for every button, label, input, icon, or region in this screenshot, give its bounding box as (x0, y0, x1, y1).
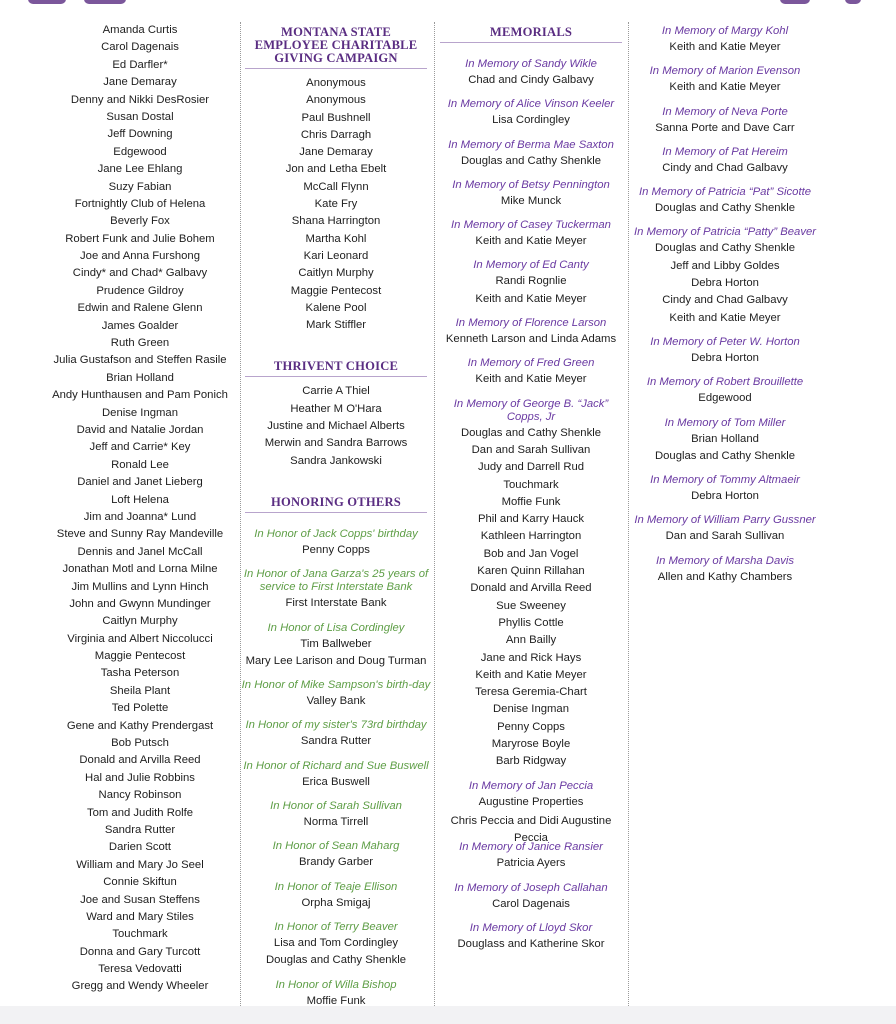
donor-name: Patricia Ayers (496, 857, 566, 870)
donor-name: Daniel and Janet Lieberg (77, 476, 203, 489)
donor-name: Jeff and Carrie* Key (89, 441, 191, 454)
donor-name: Merwin and Sandra Barrows (264, 437, 408, 450)
donor-name: Keith and Katie Meyer (475, 292, 587, 305)
memorials-column (436, 22, 626, 953)
column-divider (434, 22, 435, 1012)
honor-label: In Honor of Lisa Cordingley (267, 621, 405, 634)
memorial-label: In Memory of Ed Canty (473, 259, 589, 272)
donor-name: Edgewood (113, 145, 167, 158)
donor-name: Jim Mullins and Lynn Hinch (71, 580, 209, 593)
donor-name: Sue Sweeney (496, 599, 566, 612)
memorial-label: In Memory of Joseph Callahan (454, 881, 608, 894)
donor-name: Debra Horton (691, 351, 759, 364)
donor-name: Douglas and Cathy Shenkle (654, 449, 796, 462)
donor-name: Jane Demaray (299, 146, 373, 159)
donor-name: Fortnightly Club of Helena (74, 197, 206, 210)
donor-name: Ruth Green (110, 337, 170, 350)
donor-name: Carol Dagenais (492, 897, 570, 910)
donor-name: Ronald Lee (111, 458, 169, 471)
honor-label: In Honor of Richard and Sue Buswell (243, 759, 429, 772)
memorials-heading: MEMORIALS (440, 22, 622, 43)
donor-name: Loft Helena (111, 493, 169, 506)
donor-name: Denny and Nikki DesRosier (70, 93, 210, 106)
donor-name: Kathleen Harrington (480, 530, 582, 543)
honor-label: In Honor of my sister's 73rd birthday (245, 719, 427, 732)
donor-name: Joe and Anna Furshong (80, 250, 200, 263)
donor-name: Barb Ridgway (495, 755, 567, 768)
donor-name: Ward and Mary Stiles (86, 910, 194, 923)
donor-name: Joe and Susan Steffens (80, 893, 200, 906)
donor-name: Phil and Karry Hauck (477, 513, 585, 526)
donor-name: Douglas and Cathy Shenkle (654, 242, 796, 255)
donor-name: Kalene Pool (305, 301, 367, 314)
donor-name: Donald and Arvilla Reed (79, 754, 201, 767)
donor-name: Heather M O'Hara (290, 402, 382, 415)
donor-name: Denise Ingman (493, 703, 569, 716)
donor-name: Douglass and Katherine Skor (457, 937, 605, 950)
memorial-label: In Memory of Tommy Altmaeir (650, 474, 800, 487)
donor-name: Jeff Downing (107, 128, 173, 141)
memorial-label: In Memory of Florence Larson (455, 317, 607, 330)
donor-name: Kate Fry (314, 198, 358, 211)
donor-name: Connie Skiftun (103, 876, 177, 889)
donor-name: Touchmark (503, 478, 559, 491)
donor-name: Amanda Curtis (102, 24, 178, 36)
donor-name: Anonymous (306, 94, 366, 107)
donor-name: Mary Lee Larison and Doug Turman (245, 654, 427, 667)
donor-name: Edgewood (698, 392, 752, 405)
top-heading-remnant (0, 0, 896, 8)
memorial-label: In Memory of Sandy Wikle (465, 58, 597, 70)
montana-heading: MONTANA STATE EMPLOYEE CHARITABLE GIVING CAMPAIGN (245, 22, 427, 69)
donor-name: Teresa Vedovatti (98, 963, 182, 976)
memorials-continued-column (630, 22, 820, 586)
donor-name: Nancy Robinson (98, 789, 182, 802)
donor-name: Jon and Letha Ebelt (285, 163, 387, 176)
memorial-label: In Memory of Marsha Davis (655, 554, 795, 567)
donor-name: Kenneth Larson and Linda Adams (445, 333, 617, 346)
donor-name: Phyllis Cottle (498, 616, 564, 629)
donor-name: Keith and Katie Meyer (669, 41, 781, 53)
donor-name: Tim Ballweber (300, 637, 372, 650)
campaign-column (241, 22, 431, 1010)
donor-name: Keith and Katie Meyer (475, 235, 587, 248)
donor-name: Moffie Funk (501, 495, 561, 508)
montana-donor-list (241, 75, 431, 334)
donor-name: Jonathan Motl and Lorna Milne (62, 563, 218, 576)
donor-name: Dan and Sarah Sullivan (665, 530, 785, 543)
honor-label: In Honor of Willa Bishop (275, 978, 397, 991)
donor-name: Andy Hunthausen and Pam Ponich (52, 389, 228, 402)
donor-name: Darien Scott (108, 841, 172, 854)
donor-name: Debra Horton (691, 490, 759, 503)
donor-name: Edwin and Ralene Glenn (77, 302, 203, 315)
donor-name: Mike Munck (500, 194, 562, 207)
donor-name: Susan Dostal (106, 110, 174, 123)
donor-name: Debra Horton (691, 277, 759, 290)
honor-label: In Honor of Teaje Ellison (274, 880, 398, 893)
donor-name: Tom and Judith Rolfe (86, 806, 194, 819)
thrivent-heading: THRIVENT CHOICE (245, 356, 427, 377)
honor-label: In Honor of Mike Sampson's birth-day (241, 679, 431, 692)
honor-label: In Honor of Terry Beaver (274, 920, 398, 933)
donor-name: Robert Funk and Julie Bohem (65, 232, 215, 245)
donor-name: Karen Quinn Rillahan (477, 565, 585, 578)
donor-name: Keith and Katie Meyer (669, 81, 781, 94)
honor-label: In Honor of Sarah Sullivan (270, 800, 402, 813)
memorial-label: In Memory of Lloyd Skor (469, 921, 593, 934)
honor-label: In Honor of Jack Copps' birthday (254, 527, 418, 540)
donor-name: Shana Harrington (291, 215, 381, 228)
donor-name: Anonymous (306, 77, 366, 89)
memorial-label: In Memory of Casey Tuckerman (451, 219, 611, 232)
donor-name: James Goalder (101, 319, 179, 332)
donor-name: Douglas and Cathy Shenkle (460, 426, 602, 439)
donor-name: Carrie A Thiel (302, 385, 370, 398)
memorial-label: In Memory of Marion Evenson (649, 65, 801, 78)
honor-label: In Honor of Jana Garza's 25 years of service to First Interstate Bank (243, 568, 429, 594)
memorial-label: In Memory of Robert Brouillette (646, 376, 804, 389)
donor-name: Martha Kohl (305, 232, 367, 245)
donor-name: Brian Holland (691, 432, 759, 445)
donor-name: Penny Copps (302, 543, 370, 556)
donor-name: Maggie Pentecost (94, 650, 186, 663)
donor-name: Mark Stiffler (305, 319, 367, 332)
honoring-list (241, 519, 431, 1010)
donor-name: Justine and Michael Alberts (267, 420, 405, 433)
donor-name: Sheila Plant (109, 684, 171, 697)
donor-name: Chris Darragh (300, 128, 372, 141)
donor-name: Sandra Jankowski (290, 454, 382, 467)
donor-name: Hal and Julie Robbins (85, 771, 195, 784)
donor-name: Brian Holland (106, 371, 174, 384)
donor-name: Steve and Sunny Ray Mandeville (56, 528, 224, 541)
donor-name: Tasha Peterson (100, 667, 180, 680)
memorial-label: In Memory of Neva Porte (662, 105, 788, 118)
donor-name: Chris Peccia and Didi Augustine Peccia (450, 814, 612, 845)
donor-name: Prudence Gildroy (96, 284, 184, 297)
donor-name: Orpha Smigaj (301, 896, 371, 909)
donor-name: McCall Flynn (303, 180, 369, 193)
donor-name: Dan and Sarah Sullivan (471, 443, 591, 456)
memorials-continued-list (630, 22, 820, 586)
donor-name: Cindy and Chad Galbavy (662, 161, 788, 174)
donor-name: Allen and Kathy Chambers (657, 570, 793, 583)
donor-name: Cindy and Chad Galbavy (662, 294, 788, 307)
donor-name: Douglas and Cathy Shenkle (265, 954, 407, 967)
donor-name: Judy and Darrell Rud (477, 461, 585, 474)
donor-name: Augustine Properties (478, 795, 584, 808)
thrivent-donor-list (241, 383, 431, 469)
donor-name: Paul Bushnell (301, 111, 371, 124)
donor-name: Bob and Jan Vogel (483, 547, 579, 560)
donor-name: Penny Copps (497, 720, 565, 733)
donor-name: Bob Putsch (111, 737, 169, 750)
donor-name: Jane Lee Ehlang (97, 163, 183, 176)
memorial-label: In Memory of Betsy Pennington (452, 178, 610, 191)
donor-name: Randi Rognlie (495, 275, 567, 288)
memorial-label: In Memory of Peter W. Horton (650, 335, 800, 348)
donor-name: Jane and Rick Hays (480, 651, 582, 664)
memorial-label: In Memory of Margy Kohl (661, 25, 789, 37)
donor-name: Jeff and Libby Goldes (670, 259, 780, 272)
donor-name: Gene and Kathy Prendergast (66, 719, 214, 732)
donor-name: Touchmark (112, 928, 168, 941)
memorials-list (436, 49, 626, 953)
donor-name: Jane Demaray (103, 76, 177, 89)
donor-name: Valley Bank (306, 695, 366, 708)
donor-name: Caitlyn Murphy (298, 267, 374, 280)
honoring-heading: HONORING OTHERS (245, 492, 427, 513)
donor-name: Denise Ingman (102, 406, 178, 419)
donor-name: Sanna Porte and Dave Carr (655, 121, 795, 134)
memorial-label: In Memory of Alice Vinson Keeler (447, 98, 615, 111)
donor-list-column (40, 22, 240, 996)
donor-name: Keith and Katie Meyer (475, 373, 587, 386)
memorial-label: In Memory of George B. “Jack” Copps, Jr (453, 397, 609, 423)
donor-name: Julia Gustafson and Steffen Rasile (53, 354, 227, 367)
donor-name: Maggie Pentecost (290, 284, 382, 297)
memorial-label: In Memory of Jan Peccia (468, 779, 594, 792)
donor-name: Douglas and Cathy Shenkle (460, 154, 602, 167)
donor-name: Suzy Fabian (108, 180, 172, 193)
donor-name: Beverly Fox (110, 215, 170, 228)
memorial-label: In Memory of Fred Green (467, 357, 595, 370)
honor-label: In Honor of Sean Maharg (272, 840, 400, 853)
donor-name: Caitlyn Murphy (102, 615, 178, 628)
donor-name: Lisa Cordingley (492, 114, 570, 127)
donor-name: Lisa and Tom Cordingley (273, 936, 399, 949)
donor-name: Virginia and Albert Niccolucci (67, 632, 213, 645)
donor-name: Donna and Gary Turcott (79, 945, 201, 958)
donor-name: First Interstate Bank (285, 597, 387, 610)
donor-name: Keith and Katie Meyer (669, 311, 781, 324)
donor-name: Teresa Geremia-Chart (475, 686, 587, 699)
donor-name: Norma Tirrell (303, 816, 369, 829)
donor-name: Gregg and Wendy Wheeler (71, 980, 209, 993)
donor-name: Kari Leonard (303, 249, 369, 262)
donor-name: Cindy* and Chad* Galbavy (72, 267, 208, 280)
donor-name: Douglas and Cathy Shenkle (654, 202, 796, 215)
memorial-label: In Memory of Pat Hereim (662, 145, 788, 158)
donor-name: Erica Buswell (302, 775, 370, 788)
donor-name: Carol Dagenais (101, 41, 179, 54)
donor-name: Dennis and Janel McCall (77, 545, 203, 558)
donor-name: Keith and Katie Meyer (475, 668, 587, 681)
memorial-label: In Memory of Patricia “Pat” Sicotte (638, 186, 812, 199)
donor-name: William and Mary Jo Seel (76, 858, 204, 871)
memorial-label: In Memory of Janice Ransier (459, 841, 603, 854)
donor-name: Jim and Joanna* Lund (83, 510, 197, 523)
donor-name: Ann Bailly (505, 634, 557, 647)
donor-name: Chad and Cindy Galbavy (468, 74, 594, 86)
memorial-label: In Memory of Berma Mae Saxton (448, 138, 614, 151)
donor-name: Sandra Rutter (104, 823, 176, 836)
donor-name: Maryrose Boyle (491, 738, 571, 751)
donor-name: Donald and Arvilla Reed (470, 582, 592, 595)
donor-name: Ted Polette (111, 702, 169, 715)
memorial-label: In Memory of Tom Miller (664, 416, 786, 429)
donor-name: Ed Darfler* (112, 58, 168, 71)
memorial-label: In Memory of Patricia “Patty” Beaver (633, 226, 817, 239)
donor-name: Brandy Garber (298, 856, 374, 869)
donor-name: John and Gwynn Mundinger (69, 597, 211, 610)
column-divider (628, 22, 629, 1012)
page-footer-band (0, 1006, 896, 1024)
donor-name: David and Natalie Jordan (76, 423, 204, 436)
memorial-label: In Memory of William Parry Gussner (634, 514, 816, 527)
donor-name: Moffie Funk (306, 994, 366, 1007)
donor-name: Sandra Rutter (300, 735, 372, 748)
